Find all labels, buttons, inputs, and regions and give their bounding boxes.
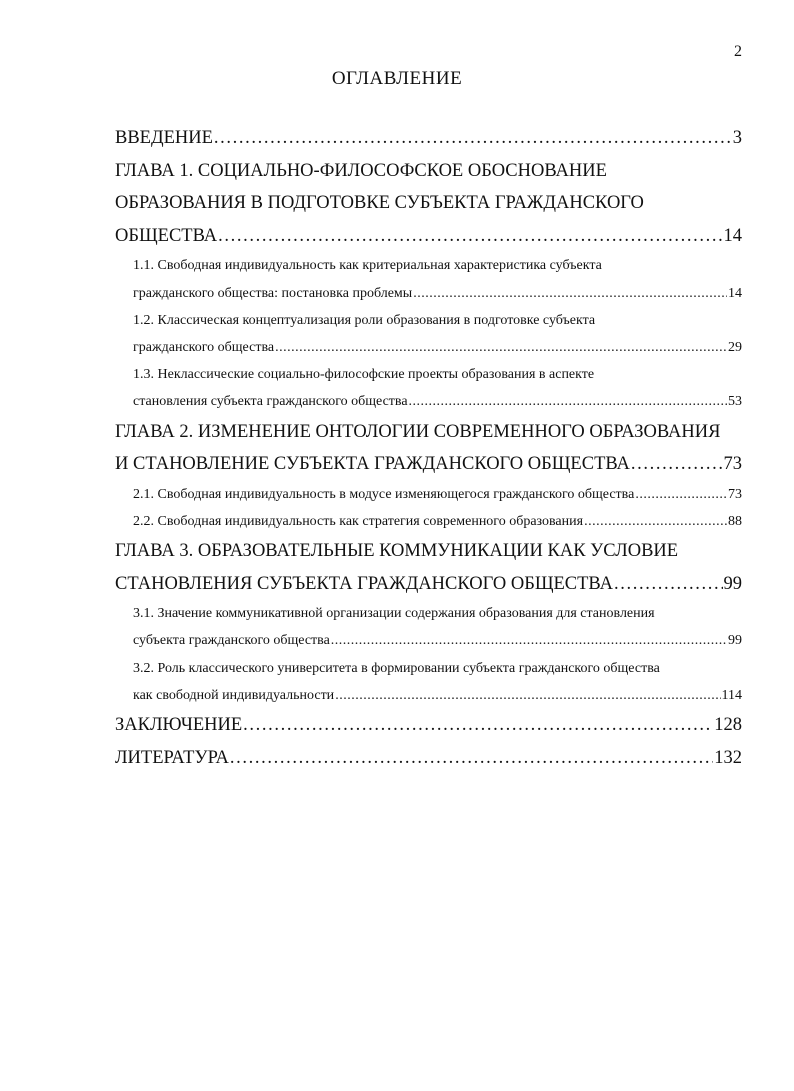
toc-chapter-3-line-1[interactable] [115,535,742,568]
toc-entry-text: становления субъекта гражданского общества [133,394,408,410]
toc-page-number: 53 [728,394,742,410]
dot-leader [230,742,713,775]
toc-entry-text: гражданского общества: постановка проблемы [133,285,413,301]
toc-entry-text: 1.3. Неклассические социально-философские проекты образования в аспекте [133,367,595,383]
toc-entry-introduction[interactable] [115,122,742,155]
toc-entry-text: как свободной индивидуальности [133,687,335,703]
toc-section-3-1-line-1[interactable] [115,600,742,627]
table-of-contents [115,122,742,774]
toc-entry-text: ВВЕДЕНИЕ [115,128,213,148]
toc-entry-text: 3.1. Значение коммуникативной организации содержания образования для становления [133,606,655,622]
dot-leader [413,280,727,307]
toc-entry-text: 1.2. Классическая концептуализация роли образования в подготовке субъекта [133,312,596,328]
toc-section-3-2-line-1[interactable] [115,655,742,682]
toc-page-number: 99 [723,573,742,594]
toc-entry-text: ГЛАВА 1. СОЦИАЛЬНО-ФИЛОСОФСКОЕ ОБОСНОВАНИЕ [115,160,607,181]
toc-section-1-3-line-2[interactable] [115,388,742,415]
dot-leader [243,709,713,742]
toc-entry-text: ГЛАВА 3. ОБРАЗОВАТЕЛЬНЫЕ КОММУНИКАЦИИ КАК УСЛОВИЕ [115,541,679,562]
dot-leader [275,334,727,361]
toc-page-number: 14 [728,285,742,301]
dot-leader [631,448,723,481]
dot-leader [335,682,720,709]
toc-entry-text: СТАНОВЛЕНИЯ СУБЪЕКТА ГРАЖДАНСКОГО ОБЩЕСТВА [115,573,613,594]
dot-leader [218,220,722,253]
toc-page-number: 73 [728,486,742,502]
toc-entry-text: 2.1. Свободная индивидуальность в модусе изменяющегося гражданского общества [133,486,635,502]
dot-leader [635,481,727,508]
toc-page-number: 88 [728,513,742,529]
toc-chapter-3-line-2[interactable] [115,568,742,601]
toc-page-number: 29 [728,339,742,355]
toc-section-1-1-line-1[interactable] [115,252,742,279]
toc-entry-conclusion[interactable] [115,709,742,742]
toc-section-3-1-line-2[interactable] [115,627,742,654]
toc-section-1-3-line-1[interactable] [115,361,742,388]
toc-page-number: 3 [732,128,742,148]
toc-page-number: 73 [723,454,742,475]
toc-section-1-2-line-1[interactable] [115,307,742,334]
toc-chapter-1-line-1[interactable] [115,155,742,188]
toc-chapter-1-line-2[interactable] [115,187,742,220]
toc-page-number: 14 [723,225,742,246]
toc-entry-text: субъекта гражданского общества [133,633,330,649]
toc-entry-text: ЛИТЕРАТУРА [115,747,229,768]
toc-entry-text: 3.2. Роль классического университета в формировании субъекта гражданского общества [133,660,660,676]
toc-page-number: 114 [721,687,742,703]
toc-page-number: 132 [714,747,742,768]
toc-chapter-2-line-1[interactable] [115,416,742,449]
page-title: ОГЛАВЛЕНИЕ [331,68,463,89]
toc-page-number: 128 [714,715,742,735]
toc-section-1-2-line-2[interactable] [115,334,742,361]
toc-section-2-2[interactable] [115,508,742,535]
toc-entry-text: И СТАНОВЛЕНИЕ СУБЪЕКТА ГРАЖДАНСКОГО ОБЩЕСТВА [115,454,630,475]
toc-entry-text: 1.1. Свободная индивидуальность как критериальная характеристика субъекта [133,258,602,274]
toc-chapter-2-line-2[interactable] [115,448,742,481]
page-number: 2 [734,43,742,60]
dot-leader [331,627,727,654]
toc-page-number: 99 [728,633,742,649]
toc-section-2-1[interactable] [115,481,742,508]
dot-leader [584,508,727,535]
toc-entry-text: 2.2. Свободная индивидуальность как стратегия современного образования [133,513,584,529]
toc-entry-text: ОБРАЗОВАНИЯ В ПОДГОТОВКЕ СУБЪЕКТА ГРАЖДАНСКОГО [115,193,644,214]
toc-entry-literature[interactable] [115,742,742,775]
toc-chapter-1-line-3[interactable] [115,220,742,253]
toc-section-3-2-line-2[interactable] [115,682,742,709]
toc-entry-text: ОБЩЕСТВА [115,225,218,246]
toc-entry-text: ГЛАВА 2. ИЗМЕНЕНИЕ ОНТОЛОГИИ СОВРЕМЕННОГО ОБРАЗОВАНИЯ [115,421,721,442]
toc-entry-text: ЗАКЛЮЧЕНИЕ [115,715,243,735]
dot-leader [614,568,723,601]
toc-entry-text: гражданского общества [133,339,275,355]
dot-leader [409,388,727,415]
dot-leader [214,122,732,155]
toc-section-1-1-line-2[interactable] [115,280,742,307]
